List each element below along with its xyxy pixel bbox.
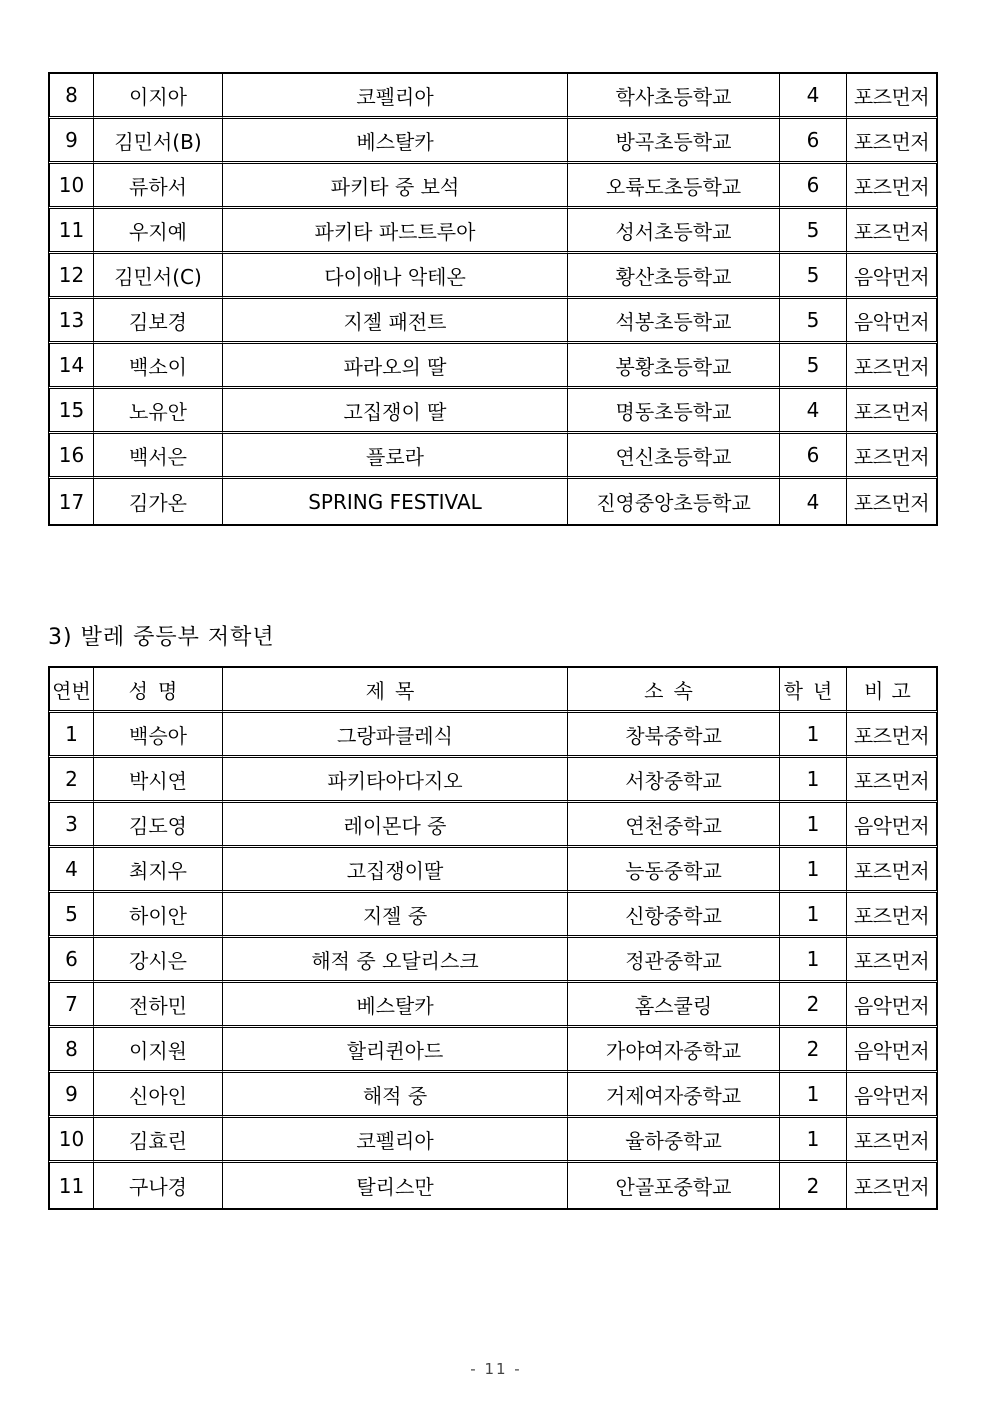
cell-no: 9 <box>48 1073 94 1118</box>
cell-title: 플로라 <box>223 434 568 479</box>
cell-note: 음악먼저 <box>847 254 938 299</box>
table-row <box>48 164 938 209</box>
cell-title: 코펠리아 <box>223 1118 568 1163</box>
header-note: 비고 <box>847 668 938 713</box>
table-row <box>48 938 938 983</box>
cell-note: 포즈먼저 <box>847 1118 938 1163</box>
cell-note: 포즈먼저 <box>847 164 938 209</box>
cell-no: 11 <box>48 1163 94 1208</box>
cell-name: 백승아 <box>94 713 223 758</box>
cell-title: 레이몬다 중 <box>223 803 568 848</box>
cell-school: 능동중학교 <box>568 848 780 893</box>
cell-title: 코펠리아 <box>223 74 568 119</box>
cell-no: 16 <box>48 434 94 479</box>
cell-grade: 6 <box>780 434 847 479</box>
cell-school: 봉황초등학교 <box>568 344 780 389</box>
cell-name: 김민서(B) <box>94 119 223 164</box>
cell-no: 11 <box>48 209 94 254</box>
cell-school: 서창중학교 <box>568 758 780 803</box>
cell-school: 율하중학교 <box>568 1118 780 1163</box>
header-grade: 학년 <box>780 668 847 713</box>
cell-name: 김도영 <box>94 803 223 848</box>
cell-title: 지젤 패전트 <box>223 299 568 344</box>
cell-note: 포즈먼저 <box>847 389 938 434</box>
cell-title: 탈리스만 <box>223 1163 568 1208</box>
cell-name: 최지우 <box>94 848 223 893</box>
cell-note: 포즈먼저 <box>847 1163 938 1208</box>
table-row <box>48 209 938 254</box>
cell-name: 우지예 <box>94 209 223 254</box>
header-no: 연번 <box>48 668 94 713</box>
cell-title: 할리퀸아드 <box>223 1028 568 1073</box>
cell-school: 오륙도초등학교 <box>568 164 780 209</box>
table-row <box>48 74 938 119</box>
cell-note: 포즈먼저 <box>847 848 938 893</box>
cell-note: 포즈먼저 <box>847 74 938 119</box>
table-row <box>48 983 938 1028</box>
cell-name: 백소이 <box>94 344 223 389</box>
cell-school: 신항중학교 <box>568 893 780 938</box>
cell-name: 구나경 <box>94 1163 223 1208</box>
cell-school: 성서초등학교 <box>568 209 780 254</box>
cell-note: 포즈먼저 <box>847 938 938 983</box>
cell-name: 강시은 <box>94 938 223 983</box>
cell-grade: 1 <box>780 758 847 803</box>
table-row <box>48 1073 938 1118</box>
cell-school: 석봉초등학교 <box>568 299 780 344</box>
cell-title: 파키타아다지오 <box>223 758 568 803</box>
header-row <box>48 668 938 713</box>
section-title: 3) 발레 중등부 저학년 <box>48 625 275 650</box>
cell-grade: 2 <box>780 1163 847 1208</box>
cell-grade: 5 <box>780 344 847 389</box>
cell-name: 이지아 <box>94 74 223 119</box>
cell-no: 2 <box>48 758 94 803</box>
cell-note: 포즈먼저 <box>847 713 938 758</box>
cell-no: 12 <box>48 254 94 299</box>
cell-name: 노유안 <box>94 389 223 434</box>
table-row <box>48 344 938 389</box>
header-name: 성명 <box>94 668 223 713</box>
table-row <box>48 479 938 524</box>
cell-name: 김효린 <box>94 1118 223 1163</box>
cell-note: 음악먼저 <box>847 1073 938 1118</box>
table-row <box>48 389 938 434</box>
table-row <box>48 803 938 848</box>
cell-grade: 2 <box>780 1028 847 1073</box>
table-row <box>48 1118 938 1163</box>
cell-title: 해적 중 오달리스크 <box>223 938 568 983</box>
cell-school: 홈스쿨링 <box>568 983 780 1028</box>
table-row <box>48 893 938 938</box>
cell-name: 이지원 <box>94 1028 223 1073</box>
cell-title: SPRING FESTIVAL <box>223 479 568 524</box>
header-title: 제목 <box>223 668 568 713</box>
table-row <box>48 434 938 479</box>
page-number: - 11 - <box>470 1360 522 1378</box>
middle-school-lower-grade-roster-table <box>48 666 938 1210</box>
cell-school: 거제여자중학교 <box>568 1073 780 1118</box>
cell-name: 박시연 <box>94 758 223 803</box>
cell-no: 3 <box>48 803 94 848</box>
cell-grade: 1 <box>780 803 847 848</box>
table-row <box>48 1163 938 1208</box>
cell-title: 다이애나 악테온 <box>223 254 568 299</box>
cell-no: 5 <box>48 893 94 938</box>
cell-title: 파키타 중 보석 <box>223 164 568 209</box>
cell-name: 전하민 <box>94 983 223 1028</box>
cell-grade: 4 <box>780 389 847 434</box>
cell-note: 포즈먼저 <box>847 209 938 254</box>
cell-name: 김가온 <box>94 479 223 524</box>
cell-title: 그랑파클레식 <box>223 713 568 758</box>
cell-grade: 1 <box>780 938 847 983</box>
cell-name: 하이안 <box>94 893 223 938</box>
cell-grade: 5 <box>780 209 847 254</box>
cell-note: 음악먼저 <box>847 803 938 848</box>
cell-note: 음악먼저 <box>847 983 938 1028</box>
cell-grade: 1 <box>780 893 847 938</box>
cell-title: 고집쟁이딸 <box>223 848 568 893</box>
cell-note: 포즈먼저 <box>847 434 938 479</box>
cell-no: 10 <box>48 1118 94 1163</box>
cell-note: 음악먼저 <box>847 1028 938 1073</box>
cell-grade: 2 <box>780 983 847 1028</box>
cell-title: 파키타 파드트루아 <box>223 209 568 254</box>
cell-no: 9 <box>48 119 94 164</box>
cell-name: 김민서(C) <box>94 254 223 299</box>
cell-no: 15 <box>48 389 94 434</box>
header-school: 소속 <box>568 668 780 713</box>
table-row <box>48 848 938 893</box>
cell-school: 연천중학교 <box>568 803 780 848</box>
cell-grade: 6 <box>780 119 847 164</box>
table-row <box>48 1028 938 1073</box>
cell-no: 13 <box>48 299 94 344</box>
cell-name: 신아인 <box>94 1073 223 1118</box>
cell-no: 6 <box>48 938 94 983</box>
cell-no: 4 <box>48 848 94 893</box>
cell-title: 베스탈카 <box>223 983 568 1028</box>
cell-title: 고집쟁이 딸 <box>223 389 568 434</box>
cell-title: 파라오의 딸 <box>223 344 568 389</box>
cell-no: 7 <box>48 983 94 1028</box>
cell-no: 17 <box>48 479 94 524</box>
cell-school: 명동초등학교 <box>568 389 780 434</box>
cell-no: 10 <box>48 164 94 209</box>
cell-school: 가야여자중학교 <box>568 1028 780 1073</box>
table1-body <box>48 74 938 524</box>
cell-note: 포즈먼저 <box>847 119 938 164</box>
table-row <box>48 758 938 803</box>
cell-grade: 6 <box>780 164 847 209</box>
cell-title: 해적 중 <box>223 1073 568 1118</box>
cell-note: 음악먼저 <box>847 299 938 344</box>
cell-note: 포즈먼저 <box>847 479 938 524</box>
cell-school: 연신초등학교 <box>568 434 780 479</box>
cell-grade: 1 <box>780 1118 847 1163</box>
cell-grade: 1 <box>780 848 847 893</box>
cell-note: 포즈먼저 <box>847 344 938 389</box>
cell-no: 14 <box>48 344 94 389</box>
table-row <box>48 119 938 164</box>
cell-school: 정관중학교 <box>568 938 780 983</box>
cell-school: 창북중학교 <box>568 713 780 758</box>
cell-name: 백서은 <box>94 434 223 479</box>
cell-no: 8 <box>48 1028 94 1073</box>
cell-no: 8 <box>48 74 94 119</box>
table-row <box>48 254 938 299</box>
cell-name: 김보경 <box>94 299 223 344</box>
cell-grade: 4 <box>780 479 847 524</box>
cell-grade: 5 <box>780 254 847 299</box>
table2-header <box>48 668 938 713</box>
table-row <box>48 713 938 758</box>
cell-school: 방곡초등학교 <box>568 119 780 164</box>
cell-title: 베스탈카 <box>223 119 568 164</box>
cell-grade: 1 <box>780 1073 847 1118</box>
cell-title: 지젤 중 <box>223 893 568 938</box>
cell-school: 안골포중학교 <box>568 1163 780 1208</box>
cell-note: 포즈먼저 <box>847 758 938 803</box>
cell-name: 류하서 <box>94 164 223 209</box>
table-row <box>48 299 938 344</box>
table2-body <box>48 713 938 1208</box>
elementary-roster-table-continued <box>48 72 938 526</box>
cell-grade: 4 <box>780 74 847 119</box>
cell-no: 1 <box>48 713 94 758</box>
cell-school: 황산초등학교 <box>568 254 780 299</box>
cell-grade: 1 <box>780 713 847 758</box>
cell-school: 진영중앙초등학교 <box>568 479 780 524</box>
cell-school: 학사초등학교 <box>568 74 780 119</box>
cell-note: 포즈먼저 <box>847 893 938 938</box>
cell-grade: 5 <box>780 299 847 344</box>
